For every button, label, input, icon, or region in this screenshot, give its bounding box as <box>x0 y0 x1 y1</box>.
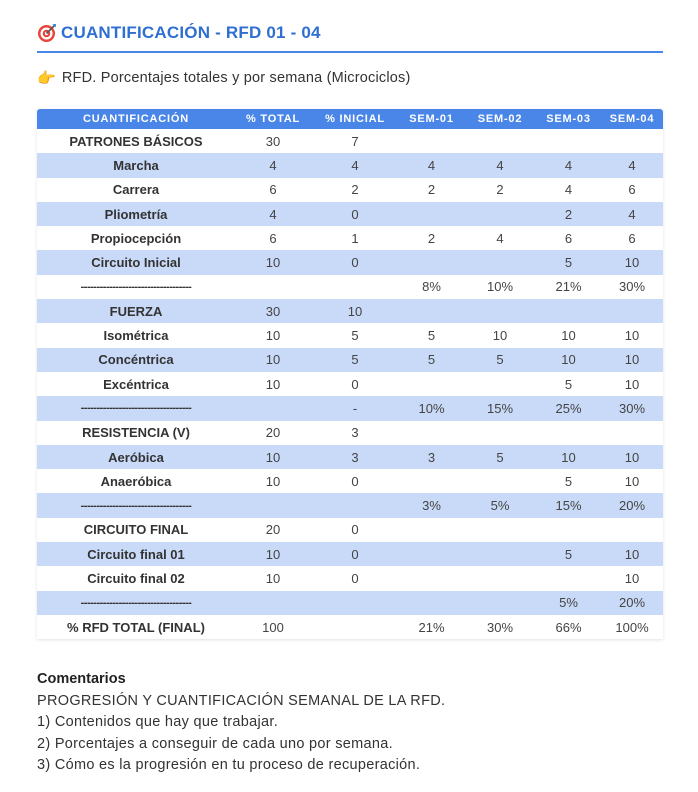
table-cell: 5 <box>427 328 436 344</box>
table-cell: 3 <box>399 445 464 469</box>
table-cell: 6 <box>269 182 277 198</box>
table-row <box>37 226 663 250</box>
table-row <box>37 153 663 177</box>
table-cell: 10% <box>399 396 464 420</box>
table-cell: 10 <box>624 328 640 344</box>
table-cell: 5% <box>464 493 536 517</box>
table-cell: 4 <box>601 202 663 226</box>
table-cell <box>235 275 311 299</box>
table-cell: 10 <box>235 250 311 274</box>
quantification-table <box>37 109 663 639</box>
column-header: SEM-03 <box>536 109 601 129</box>
table-cell: 30 <box>265 133 281 149</box>
table-cell <box>536 129 601 153</box>
table-row <box>37 615 663 639</box>
row-label-cell: Circuito Inicial <box>37 250 235 274</box>
table-row <box>37 250 663 274</box>
table-row <box>37 445 663 469</box>
table-cell: 5 <box>351 328 359 344</box>
column-header: SEM-01 <box>399 109 464 129</box>
table-cell: 0 <box>351 522 359 538</box>
table-cell <box>399 129 464 153</box>
table-cell: 0 <box>351 473 359 489</box>
comment-line: PROGRESIÓN Y CUANTIFICACIÓN SEMANAL DE LA RFD. <box>37 692 446 709</box>
table-cell <box>601 129 663 153</box>
table-cell: 10 <box>265 473 281 489</box>
table-cell: 0 <box>311 250 399 274</box>
table-cell <box>311 493 399 517</box>
table-cell: 6 <box>628 230 636 246</box>
row-label-cell: Circuito final 01 <box>37 542 235 566</box>
table-cell <box>536 518 601 542</box>
column-header: % TOTAL <box>235 109 311 129</box>
table-cell: - <box>311 396 399 420</box>
table-cell: 10% <box>486 279 514 295</box>
column-header: CUANTIFICACIÓN <box>37 109 235 129</box>
table-cell <box>464 566 536 590</box>
table-cell: 10 <box>492 328 508 344</box>
table-cell: 3 <box>311 445 399 469</box>
table-cell <box>464 202 536 226</box>
table-cell: 15% <box>536 493 601 517</box>
table-cell <box>311 615 399 639</box>
table-cell: 0 <box>351 376 359 392</box>
table-cell: 5 <box>564 376 573 392</box>
table-cell: 7 <box>351 133 359 149</box>
table-row <box>37 348 663 372</box>
table-cell: 4 <box>496 230 504 246</box>
subtotal-row <box>37 591 663 615</box>
row-label-cell: Concéntrica <box>37 348 235 372</box>
table-cell: 30% <box>486 619 514 635</box>
table-cell <box>399 542 464 566</box>
table-row <box>37 202 663 226</box>
subtotal-row <box>37 493 663 517</box>
table-cell: 5 <box>311 348 399 372</box>
table-cell <box>399 591 464 615</box>
table-cell: 2 <box>536 202 601 226</box>
table-cell: 10 <box>561 328 576 344</box>
table-cell: 4 <box>399 153 464 177</box>
table-cell: 0 <box>311 202 399 226</box>
column-header: SEM-04 <box>601 109 663 129</box>
table-cell: 10 <box>265 328 281 344</box>
table-cell <box>601 518 663 542</box>
table-cell: 100% <box>615 619 649 635</box>
row-label-cell: CIRCUITO FINAL <box>83 522 189 538</box>
table-cell: 4 <box>311 153 399 177</box>
table-cell <box>536 421 601 445</box>
table-cell: 30% <box>618 279 646 295</box>
table-cell: 2 <box>351 182 359 198</box>
table-cell <box>601 299 663 323</box>
table-cell <box>536 566 601 590</box>
table-cell <box>235 493 311 517</box>
comments-heading: Comentarios <box>37 671 126 688</box>
subtotal-row <box>37 275 663 299</box>
table-cell <box>464 591 536 615</box>
table-cell <box>399 469 464 493</box>
table-cell: 5 <box>536 250 601 274</box>
row-label-cell: RESISTENCIA (V) <box>82 425 190 441</box>
table-cell: 5 <box>464 348 536 372</box>
row-label-cell: Pliometría <box>37 202 235 226</box>
row-label-cell: Propiocepción <box>90 230 182 246</box>
table-cell: 1 <box>351 230 359 246</box>
row-label-cell: Anaeróbica <box>100 473 172 489</box>
table-cell: 10 <box>235 542 311 566</box>
table-cell <box>464 299 536 323</box>
table-cell <box>464 129 536 153</box>
subtitle-text: RFD. Porcentajes totales y por semana (Microciclos) <box>61 70 411 86</box>
table-cell: 2 <box>427 182 436 198</box>
column-header: % INICIAL <box>311 109 399 129</box>
table-row <box>37 542 663 566</box>
table-cell: 10 <box>601 250 663 274</box>
table-cell: 25% <box>536 396 601 420</box>
table-cell: 10 <box>624 570 640 586</box>
table-row <box>37 566 663 590</box>
comment-line: 3) Cómo es la progresión en tu proceso de recuperación. <box>37 757 421 774</box>
table-cell: 10 <box>265 570 281 586</box>
table-cell <box>399 566 464 590</box>
table-cell: 0 <box>311 542 399 566</box>
table-cell: 0 <box>351 570 359 586</box>
table-cell <box>311 591 399 615</box>
table-cell: 20% <box>601 493 663 517</box>
table-cell <box>399 250 464 274</box>
table-cell: 4 <box>564 182 573 198</box>
table-cell: 4 <box>235 202 311 226</box>
page-title <box>37 22 663 44</box>
table-cell: 100 <box>262 619 284 635</box>
table-row <box>37 372 663 396</box>
row-label-cell: ----------------------------------- <box>37 493 235 517</box>
table-cell <box>235 396 311 420</box>
table-row <box>37 421 663 445</box>
table-cell <box>399 202 464 226</box>
subtitle <box>37 69 663 87</box>
comments-section <box>37 669 663 777</box>
table-cell: 10 <box>536 348 601 372</box>
row-label-cell: Carrera <box>112 182 160 198</box>
row-label-cell: PATRONES BÁSICOS <box>69 133 203 149</box>
table-cell <box>399 372 464 396</box>
table-cell: 4 <box>536 153 601 177</box>
title-text: CUANTIFICACIÓN - RFD 01 - 04 <box>61 23 321 42</box>
table-cell: 5 <box>536 542 601 566</box>
table-cell <box>464 250 536 274</box>
table-cell: 10 <box>311 299 399 323</box>
table-row <box>37 518 663 542</box>
table-cell: 8% <box>422 279 441 295</box>
page-content <box>37 22 663 777</box>
subtotal-row <box>37 396 663 420</box>
table-cell <box>311 275 399 299</box>
table-cell: 2 <box>496 182 504 198</box>
table-cell: 6 <box>628 182 636 198</box>
table-cell: 10 <box>265 376 281 392</box>
table-cell: 6 <box>564 230 573 246</box>
table-cell: 5 <box>464 445 536 469</box>
table-cell: 2 <box>427 230 436 246</box>
table-cell: 4 <box>235 153 311 177</box>
row-label-cell: Marcha <box>37 153 235 177</box>
table-cell <box>601 421 663 445</box>
row-label-cell: FUERZA <box>37 299 235 323</box>
table-cell: 20 <box>265 522 281 538</box>
table-cell: 5 <box>564 473 573 489</box>
table-cell: 20 <box>265 425 281 441</box>
title-divider <box>37 51 663 53</box>
table-row <box>37 469 663 493</box>
row-label-cell: ----------------------------------- <box>37 591 235 615</box>
table-cell: 10 <box>601 445 663 469</box>
table-cell: 6 <box>269 230 277 246</box>
table-cell <box>464 542 536 566</box>
table-cell: 10 <box>624 376 640 392</box>
table-cell <box>464 518 536 542</box>
table-cell: 10 <box>536 445 601 469</box>
table-cell <box>464 469 536 493</box>
table-row <box>37 129 663 153</box>
table-cell <box>399 421 464 445</box>
row-label-cell: Excéntrica <box>103 376 169 392</box>
table-cell: 10 <box>235 445 311 469</box>
table-cell: 10 <box>601 542 663 566</box>
row-label-cell: Aeróbica <box>37 445 235 469</box>
table-cell: 3 <box>351 425 359 441</box>
table-cell <box>536 299 601 323</box>
table-cell <box>235 591 311 615</box>
comment-line: 2) Porcentajes a conseguir de cada uno por semana. <box>37 735 393 752</box>
row-label-cell: Isométrica <box>103 328 169 344</box>
table-cell: 3% <box>399 493 464 517</box>
table-cell: 10 <box>601 348 663 372</box>
table-cell: 20% <box>601 591 663 615</box>
table-cell: 4 <box>464 153 536 177</box>
column-header: SEM-02 <box>464 109 536 129</box>
table-cell: 10 <box>624 473 640 489</box>
pointing-hand-icon: 👉 <box>37 70 56 87</box>
comment-line: 1) Contenidos que hay que trabajar. <box>37 714 279 731</box>
table-cell <box>464 421 536 445</box>
table-cell <box>399 299 464 323</box>
table-cell: 10 <box>235 348 311 372</box>
table-row <box>37 299 663 323</box>
table-body <box>37 129 663 639</box>
table-cell: 21% <box>418 619 445 635</box>
row-label-cell: ----------------------------------- <box>37 396 235 420</box>
table-cell <box>399 518 464 542</box>
table-cell: 66% <box>555 619 582 635</box>
table-header-row <box>37 109 663 129</box>
table-row <box>37 323 663 347</box>
table-cell <box>464 372 536 396</box>
target-icon <box>37 23 57 43</box>
row-label-cell: ----------------------------------- <box>80 280 192 293</box>
table-cell: 30 <box>235 299 311 323</box>
table-row <box>37 178 663 202</box>
table-cell: 5% <box>536 591 601 615</box>
table-cell: 15% <box>464 396 536 420</box>
row-label-cell: % RFD TOTAL (FINAL) <box>67 619 205 635</box>
table-cell: 21% <box>555 279 582 295</box>
table-cell: 4 <box>601 153 663 177</box>
row-label-cell: Circuito final 02 <box>87 570 185 586</box>
table-cell: 30% <box>601 396 663 420</box>
table-cell: 5 <box>399 348 464 372</box>
